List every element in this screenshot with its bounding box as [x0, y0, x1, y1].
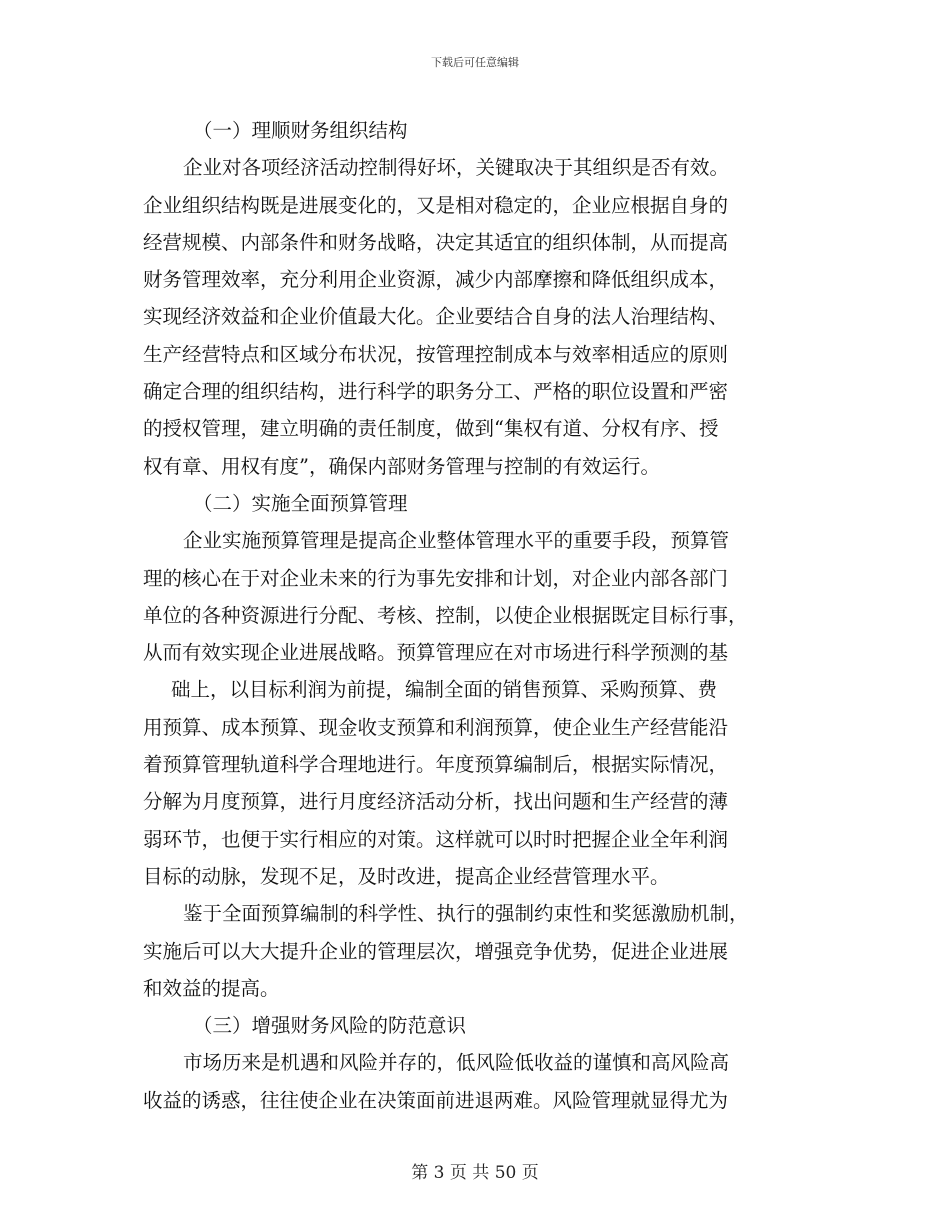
paragraph-line: 用预算、成本预算、现金收支预算和利润预算，使企业生产经营能沿 [143, 715, 729, 739]
paragraph-line: 的授权管理，建立明确的责任制度，做到“集权有道、分权有序、授 [143, 417, 719, 441]
section-heading-1: （一）理顺财务组织结构 [193, 119, 408, 142]
paragraph-line: 企业组织结构既是进展变化的，又是相对稳定的，企业应根据自身的 [143, 193, 729, 217]
page-number-footer: 第 3 页 共 50 页 [411, 1163, 539, 1183]
paragraph-line: 经营规模、内部条件和财务战略，决定其适宜的组织体制，从而提高 [143, 230, 729, 254]
paragraph-line: 收益的诱惑，往往使企业在决策面前进退两难。风险管理就显得尤为 [143, 1088, 729, 1112]
paragraph-line: 鉴于全面预算编制的科学性、执行的强制约束性和奖惩激励机制， [183, 902, 749, 926]
paragraph-line: 权有章、用权有度”，确保内部财务管理与控制的有效运行。 [143, 454, 660, 478]
paragraph-line: 从而有效实现企业进展战略。预算管理应在对市场进行科学预测的基 [143, 641, 729, 665]
paragraph-line: 生产经营特点和区域分布状况，按管理控制成本与效率相适应的原则 [143, 342, 729, 366]
paragraph-line: 和效益的提高。 [143, 976, 280, 1000]
paragraph-line: 分解为月度预算，进行月度经济活动分析，找出问题和生产经营的薄 [143, 790, 729, 814]
paragraph-line: 单位的各种资源进行分配、考核、控制，以使企业根据既定目标行事， [143, 603, 748, 627]
paragraph-line: 着预算管理轨道科学合理地进行。年度预算编制后，根据实际情况， [143, 753, 729, 777]
paragraph-line: 企业对各项经济活动控制得好坏，关键取决于其组织是否有效。 [183, 156, 730, 180]
document-body [143, 112, 803, 1119]
paragraph-line: 确定合理的组织结构，进行科学的职务分工、严格的职位设置和严密 [143, 380, 729, 404]
paragraph-line: 企业实施预算管理是提高企业整体管理水平的重要手段，预算管 [183, 529, 730, 553]
section-heading-3: （三）增强财务风险的防范意识 [193, 1014, 467, 1038]
paragraph-line: 础上，以目标利润为前提，编制全面的销售预算、采购预算、费 [171, 678, 718, 702]
section-heading-2: （二）实施全面预算管理 [193, 491, 408, 515]
page-header-note: 下载后可任意编辑 [431, 56, 519, 69]
paragraph-line: 实施后可以大大提升企业的管理层次，增强竞争优势，促进企业进展 [143, 939, 729, 963]
paragraph-line: 财务管理效率，充分利用企业资源，减少内部摩擦和降低组织成本， [143, 268, 729, 292]
paragraph-line: 目标的动脉，发现不足，及时改进，提高企业经营管理水平。 [143, 864, 670, 888]
paragraph-line: 实现经济效益和企业价值最大化。企业要结合自身的法人治理结构、 [143, 305, 729, 329]
paragraph-line: 弱环节，也便于实行相应的对策。这样就可以时时把握企业全年利润 [143, 827, 729, 851]
paragraph-line: 市场历来是机遇和风险并存的，低风险低收益的谨慎和高风险高 [183, 1051, 730, 1075]
paragraph-line: 理的核心在于对企业未来的行为事先安排和计划，对企业内部各部门 [143, 566, 729, 590]
